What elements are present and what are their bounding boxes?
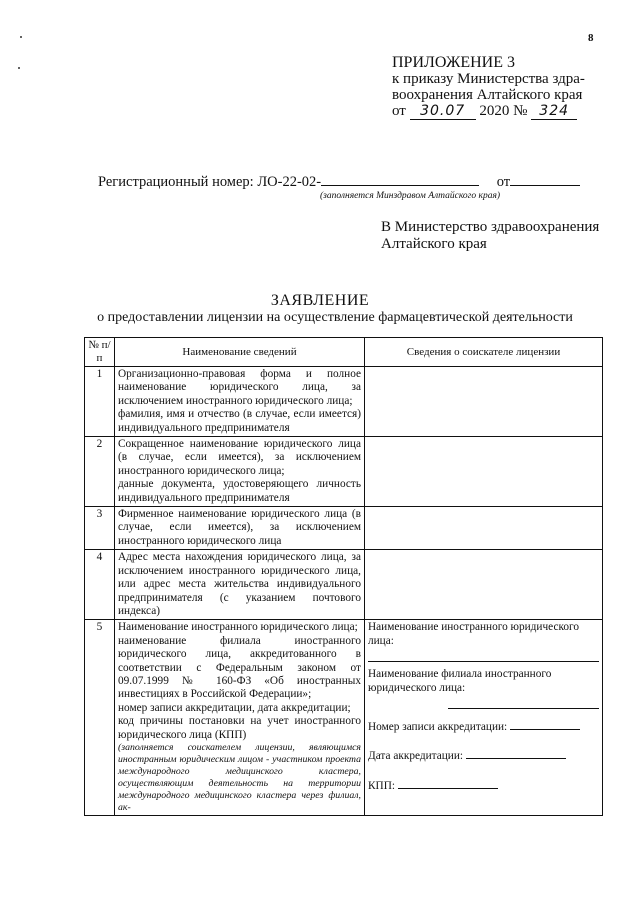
handwritten-date: 30.07 <box>410 104 476 120</box>
row-text: код причины постановки на учет иностранного юридического лица (КПП) <box>118 715 361 741</box>
foreign-name-field[interactable] <box>368 650 599 662</box>
appendix-line: к приказу Министерства здра- <box>392 71 585 87</box>
foreign-name-label: Наименование иностранного юридического лица: <box>368 621 580 647</box>
accreditation-number-field[interactable] <box>510 719 580 730</box>
row-text: данные документа, удостоверяющего личность индивидуального предпринимателя <box>118 478 361 504</box>
row-text: фамилия, имя и отчество (в случае, если имеется) индивидуального предпринимателя <box>118 408 361 434</box>
addressee-line: Алтайского края <box>381 236 487 252</box>
date-prefix: от <box>392 103 406 119</box>
header-name: Наименование сведений <box>115 338 365 367</box>
row-text: Наименование иностранного юридического лица; <box>118 621 358 634</box>
document-title: ЗАЯВЛЕНИЕ <box>270 292 370 309</box>
table-row <box>85 437 603 507</box>
accreditation-date-row <box>368 748 599 763</box>
appendix-line: воохранения Алтайского края <box>392 87 583 103</box>
addressee <box>381 219 599 253</box>
row-description <box>115 507 365 550</box>
scan-speck <box>20 36 22 38</box>
kpp-label: КПП: <box>368 779 395 792</box>
row-answer-cell[interactable] <box>365 367 603 437</box>
row-note: (заполняется соискателем лицензии, являющимся иностранным юридическим лицом - участником проекта международного медицинского кластера, осуществляющим деятельность на территории международного медицинского кластера через филиал, ак- <box>118 741 361 813</box>
registration-note: (заполняется Минздравом Алтайского края) <box>320 191 501 201</box>
row-number: 4 <box>85 550 115 620</box>
row-description <box>115 550 365 620</box>
row-number: 3 <box>85 507 115 550</box>
addressee-line: В Министерство здравоохранения <box>381 219 600 235</box>
handwritten-order-number: 324 <box>531 104 577 120</box>
row-text: номер записи аккредитации, дата аккредитации; <box>118 701 351 714</box>
header-num: № п/п <box>85 338 115 367</box>
row-answer-cell <box>365 620 603 816</box>
row-text: Фирменное наименование юридического лица (в случае, если имеется), за исключением иностранного юридического лица <box>118 508 361 547</box>
accreditation-number-label: Номер записи аккредитации: <box>368 720 508 733</box>
appendix-date-line <box>392 103 585 120</box>
registration-label: Регистрационный номер: ЛО-22-02- <box>98 174 322 190</box>
table-header-row <box>85 338 603 367</box>
accreditation-date-label: Дата аккредитации: <box>368 750 464 763</box>
row-text: Адрес места нахождения юридического лица, за исключением иностранного юридического лица, или адрес места жительства индивидуального предпринимателя (с указанием почтового индекса) <box>118 551 361 617</box>
row-text: Организационно-правовая форма и полное наименование юридического лица, за исключением иностранного юридического лица; <box>118 368 361 407</box>
row-description <box>115 620 365 816</box>
application-table <box>84 337 603 816</box>
kpp-row <box>368 778 599 793</box>
kpp-field[interactable] <box>398 778 498 789</box>
row-number: 5 <box>85 620 115 816</box>
table-row <box>85 620 603 816</box>
branch-name-field[interactable] <box>448 697 599 709</box>
registration-line <box>98 172 580 191</box>
appendix-block <box>392 55 585 120</box>
document-subtitle: о предоставлении лицензии на осуществление фармацевтической деятельности <box>97 310 573 325</box>
row-answer-cell[interactable] <box>365 550 603 620</box>
branch-name-label: Наименование филиала иностранного юридического лица: <box>368 668 552 694</box>
row-answer-cell[interactable] <box>365 507 603 550</box>
accreditation-date-field[interactable] <box>466 748 566 759</box>
table-row <box>85 550 603 620</box>
row-number: 1 <box>85 367 115 437</box>
table-row <box>85 507 603 550</box>
row-text: Сокращенное наименование юридического лица (в случае, если имеется), за исключением иностранного юридического лица; <box>118 438 361 477</box>
row-number: 2 <box>85 437 115 507</box>
scan-speck <box>18 67 20 69</box>
registration-date-field[interactable] <box>510 172 580 186</box>
row-text: наименование филиала иностранного юридического лица, аккредитованного в соответствии с Федеральным законом от 09.07.1999 № 160-ФЗ «Об иностранных инвестициях в Российской Федерации»; <box>118 634 361 701</box>
header-info: Сведения о соискателе лицензии <box>365 338 603 367</box>
page-number: 8 <box>588 32 594 44</box>
registration-from-label: от <box>496 174 511 190</box>
row-description <box>115 437 365 507</box>
registration-number-field[interactable] <box>321 172 479 186</box>
table-row <box>85 367 603 437</box>
row-answer-cell[interactable] <box>365 437 603 507</box>
appendix-title: ПРИЛОЖЕНИЕ 3 <box>392 54 516 71</box>
year-label: 2020 № <box>479 103 528 119</box>
accreditation-number-row <box>368 719 599 734</box>
row-description <box>115 367 365 437</box>
